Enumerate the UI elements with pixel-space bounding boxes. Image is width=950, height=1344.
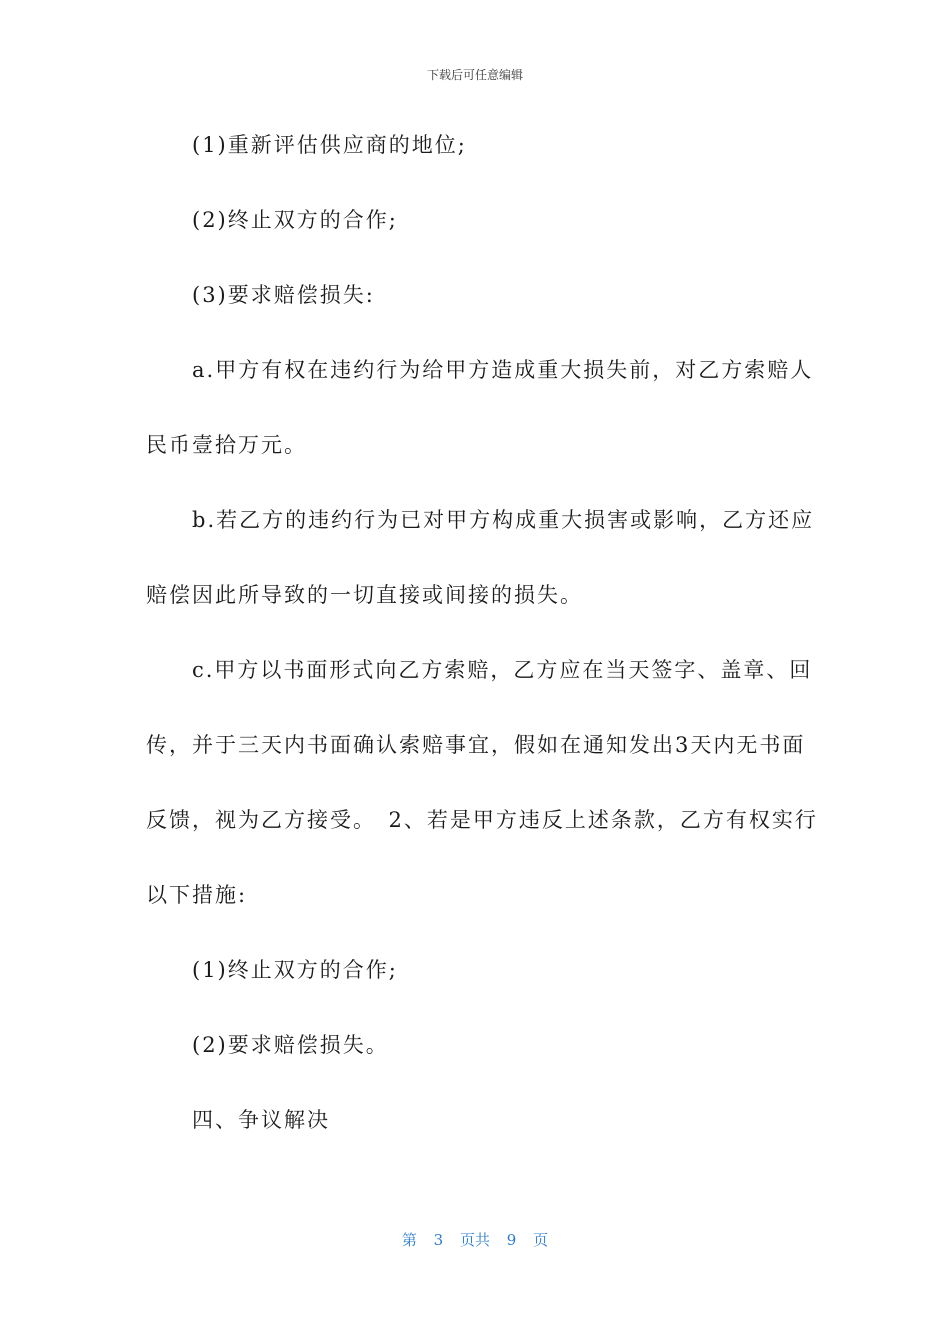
clause-c-line-2: 传，并于三天内书面确认索赔事宜，假如在通知发出3天内无书面 <box>146 733 806 757</box>
clause-1-reassess: (1)重新评估供应商的地位; <box>192 133 467 157</box>
section-4-heading: 四、争议解决 <box>192 1108 330 1132</box>
total-pages-number: 9 <box>506 1231 517 1249</box>
measure-1-terminate: (1)终止双方的合作; <box>192 958 398 982</box>
clause-b-line-2: 赔偿因此所导致的一切直接或间接的损失。 <box>146 583 583 607</box>
current-page-number: 3 <box>433 1231 444 1249</box>
page-mid: 页共 <box>459 1231 490 1249</box>
page-footer <box>0 1229 950 1250</box>
clause-a-line-1: a.甲方有权在违约行为给甲方造成重大损失前，对乙方索赔人 <box>192 358 814 382</box>
document-body <box>146 127 818 1177</box>
clause-c-line-3: 反馈，视为乙方接受。 2、若是甲方违反上述条款，乙方有权实行 <box>146 808 818 832</box>
clause-b-line-1: b.若乙方的违约行为已对甲方构成重大损害或影响，乙方还应 <box>192 508 815 532</box>
page-suffix: 页 <box>533 1231 549 1249</box>
page-prefix: 第 <box>401 1231 417 1249</box>
clause-3-compensation: (3)要求赔偿损失: <box>192 283 375 307</box>
clause-a-line-2: 民币壹拾万元。 <box>146 433 307 457</box>
clause-c-line-4: 以下措施: <box>146 883 248 907</box>
clause-2-terminate: (2)终止双方的合作; <box>192 208 398 232</box>
measure-2-compensation: (2)要求赔偿损失。 <box>192 1033 389 1057</box>
clause-c-line-1: c.甲方以书面形式向乙方索赔，乙方应在当天签字、盖章、回 <box>192 658 813 682</box>
page-header: 下载后可任意编辑 <box>426 68 523 82</box>
